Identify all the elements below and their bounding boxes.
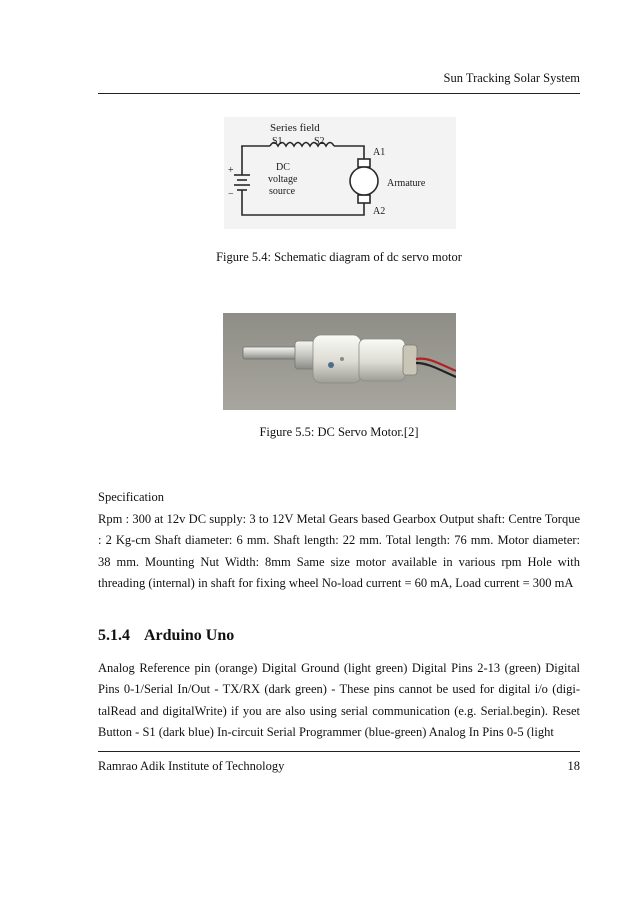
plus-label: + <box>228 165 234 176</box>
source-label-line1: DC <box>276 162 290 173</box>
figure-5-5-motor-photo <box>223 313 456 410</box>
dc-servo-motor-illustration <box>223 313 456 410</box>
page-number: 18 <box>567 759 580 773</box>
armature-label: Armature <box>387 178 426 189</box>
minus-label: − <box>228 189 234 200</box>
s1-label: S1 <box>272 136 283 147</box>
a1-label: A1 <box>373 147 386 158</box>
series-field-label: Series field <box>270 122 320 134</box>
source-label-line2: voltage <box>268 174 298 185</box>
figure-5-5-caption: Figure 5.5: DC Servo Motor.[2] <box>259 425 419 439</box>
a2-label: A2 <box>373 206 386 217</box>
figure-5-4-schematic <box>224 117 456 229</box>
section-title: Arduino Uno <box>144 627 235 644</box>
schematic-diagram <box>224 117 456 229</box>
s2-label: S2 <box>314 136 325 147</box>
section-number: 5.1.4 <box>98 627 130 644</box>
footer-rule <box>98 751 580 752</box>
arduino-paragraph: Analog Reference pin (orange) Digital Ground (light green) Digital Pins 2-13 (green) Digital Pins 0-1/Serial In/Out - TX/RX (dark green) - These pins cannot be used for digital i/o (digi-talRead and digitalWrite) if you are also using serial communication (e.g. Serial.begin). Reset Button - S1 (dark blue) In-circuit Serial Programmer (blue-green) Analog In Pins 0-5 (light <box>98 661 580 740</box>
running-header: Sun Tracking Solar System <box>443 71 580 85</box>
source-label-line3: source <box>269 186 296 197</box>
header-rule <box>98 93 580 94</box>
footer-institution: Ramrao Adik Institute of Technology <box>98 759 285 773</box>
specification-paragraph: Rpm : 300 at 12v DC supply: 3 to 12V Metal Gears based Gearbox Output shaft: Centre Torque : 2 Kg-cm Shaft diameter: 6 mm. Shaft length: 22 mm. Total length: 76 mm. Motor diameter: 38 mm. Mounting Nut Width: 8mm Same size motor available in various rpm Hole with threading (internal) in shaft for fixing wheel No-load current = 60 mA, Load current = 300 mA <box>98 512 580 591</box>
figure-5-4-caption: Figure 5.4: Schematic diagram of dc servo motor <box>216 250 462 264</box>
section-heading <box>98 627 234 645</box>
specification-label: Specification <box>98 490 164 504</box>
